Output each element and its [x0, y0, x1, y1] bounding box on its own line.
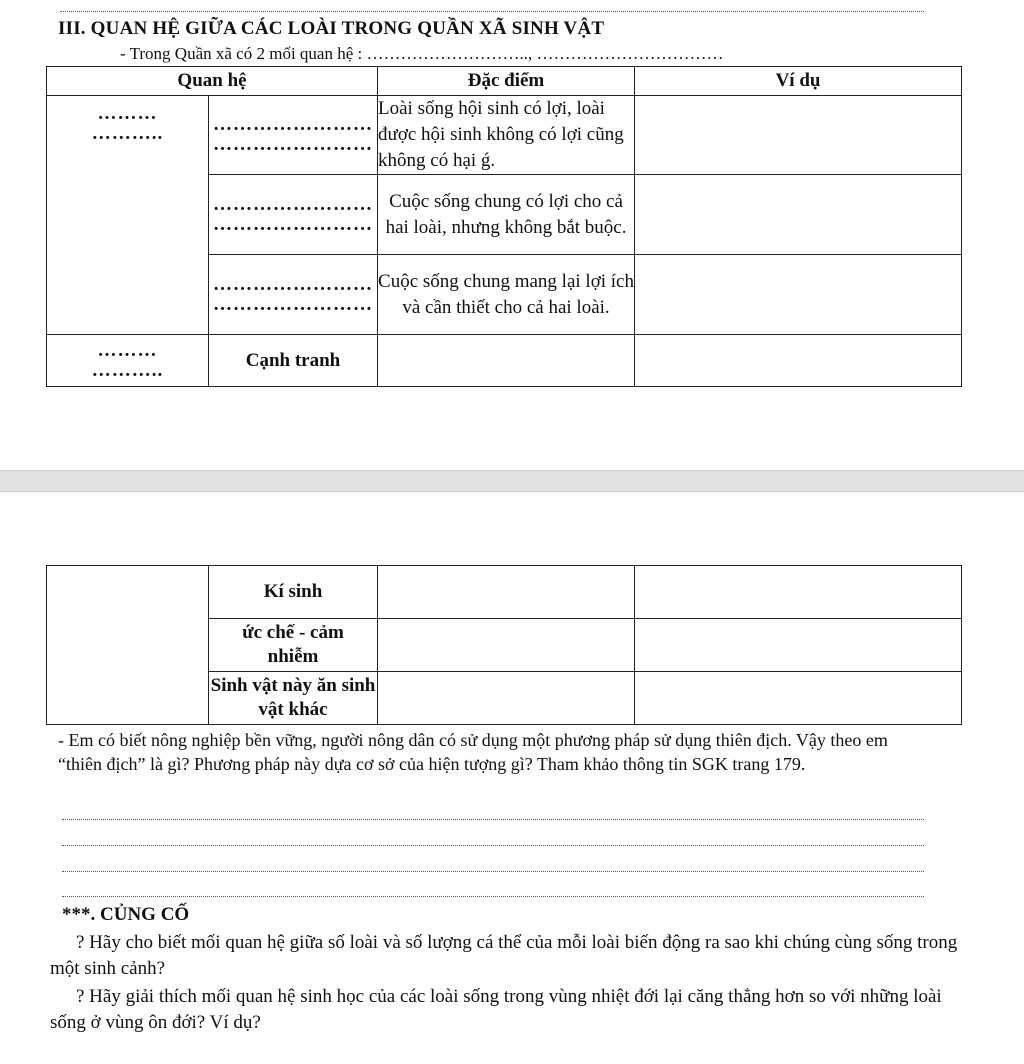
feature-cell[interactable]: [378, 619, 635, 672]
section-title: III. QUAN HỆ GIỮA CÁC LOÀI TRONG QUẦN XÃ SINH VẬT: [58, 18, 605, 39]
header-vi-du: Ví dụ: [635, 67, 962, 96]
relation-blank[interactable]: ……………………: [213, 273, 373, 295]
header-quan-he: Quan hệ: [47, 67, 378, 96]
group-blank-cell: [47, 335, 209, 387]
example-cell[interactable]: [635, 96, 962, 175]
relation-name-cell: Sinh vật này ăn sinh vật khác: [209, 672, 378, 725]
relation-name-cell: ức chế - cảm nhiễm: [209, 619, 378, 672]
relation-name-cell: [209, 175, 378, 255]
relation-name-cell: [209, 96, 378, 175]
group-blank-1[interactable]: ………: [97, 103, 158, 124]
review-title: ***. CỦNG CỐ: [62, 904, 190, 925]
group-blank-cell: [47, 96, 209, 335]
relation-name-cell: Cạnh tranh: [209, 335, 378, 387]
feature-cell: Cuộc sống chung mang lại lợi ích và cần thiết cho cả hai loài.: [378, 255, 635, 335]
feature-cell: Loài sống hội sinh có lợi, loài được hội sinh không có lợi cũng không có hại ǵ.: [378, 96, 635, 175]
page-break-band: [0, 470, 1024, 492]
example-cell[interactable]: [635, 335, 962, 387]
section-subtitle: - Trong Quần xã có 2 mối quan hệ : ……………………….., ……………………………: [120, 44, 724, 63]
question-paragraph: - Em có biết nông nghiệp bền vững, người nông dân có sử dụng một phương pháp sử dụng thiên địch. Vậy theo em “thiên địch” là gì? Phương pháp này dựa cơ sở của hiện tượng gì? Tham khảo thông tin SGK trang 179.: [58, 730, 888, 774]
relation-blank[interactable]: ……………………: [213, 193, 373, 215]
group-blank-2[interactable]: ………..: [91, 359, 164, 381]
example-cell[interactable]: [635, 566, 962, 619]
feature-cell[interactable]: [378, 566, 635, 619]
relation-blank[interactable]: ……………………: [213, 213, 373, 235]
relation-name-cell: [209, 255, 378, 335]
relation-blank[interactable]: ……………………: [213, 293, 373, 315]
top-dotted-rule: [60, 11, 924, 12]
example-cell[interactable]: [635, 175, 962, 255]
feature-cell: Cuộc sống chung có lợi cho cả hai loài, nhưng không bắt buộc.: [378, 175, 635, 255]
answer-line[interactable]: [62, 871, 924, 872]
answer-line[interactable]: [62, 819, 924, 820]
review-question-1: ? Hãy cho biết mối quan hệ giữa số loài và số lượng cá thể của mỗi loài biến động ra sao khi chúng cùng sống trong một sinh cảnh?: [50, 932, 958, 979]
answer-line[interactable]: [62, 845, 924, 846]
example-cell[interactable]: [635, 672, 962, 725]
relations-table: [46, 66, 962, 387]
group-blank-2[interactable]: ………..: [91, 123, 164, 144]
group-blank-1[interactable]: ………: [97, 339, 158, 361]
header-dac-diem: Đặc điểm: [378, 67, 635, 96]
relation-blank[interactable]: ……………………: [213, 114, 373, 135]
relations-table-continued: [46, 565, 962, 725]
relation-blank[interactable]: ……………………: [213, 134, 373, 155]
relation-name-cell: Kí sinh: [209, 566, 378, 619]
example-cell[interactable]: [635, 255, 962, 335]
group-blank-cell[interactable]: [47, 566, 209, 725]
review-question-2: ? Hãy giải thích mối quan hệ sinh học của các loài sống trong vùng nhiệt đới lại căng thẳng hơn so với những loài sống ở vùng ôn đới? Ví dụ?: [50, 986, 942, 1033]
answer-line[interactable]: [62, 896, 924, 897]
feature-cell[interactable]: [378, 335, 635, 387]
feature-cell[interactable]: [378, 672, 635, 725]
example-cell[interactable]: [635, 619, 962, 672]
